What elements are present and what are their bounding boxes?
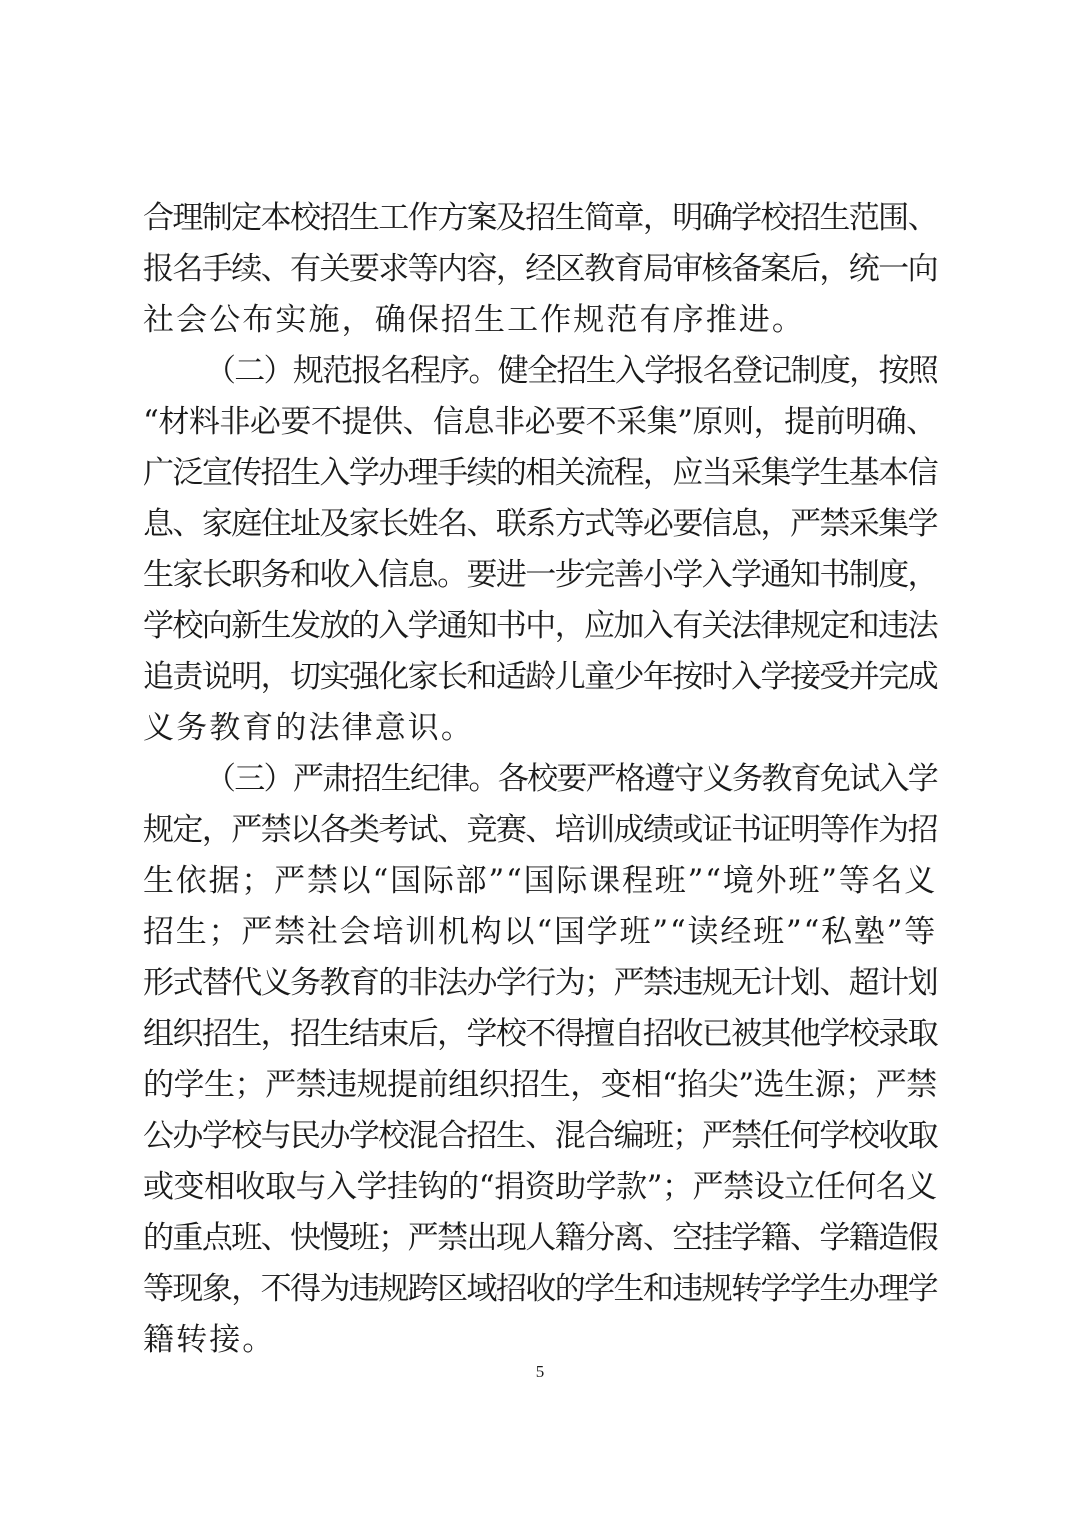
text-line-17: 组织招生，招生结束后，学校不得擅自招收已被其他学校录取 [143,1016,937,1052]
text-line-19: 公办学校与民办学校混合招生、混合编班；严禁任何学校收取 [143,1118,937,1154]
text-line-8: 生家长职务和收入信息。要进一步完善小学入学通知书制度， [143,557,937,593]
text-line-6: 广泛宣传招生入学办理手续的相关流程，应当采集学生基本信 [143,455,937,491]
text-line-5: “材料非必要不提供、信息非必要不采集”原则，提前明确、 [143,404,937,440]
text-line-18: 的学生；严禁违规提前组织招生，变相“掐尖”选生源；严禁 [143,1067,937,1103]
text-line-13: 规定，严禁以各类考试、竞赛、培训成绩或证书证明等作为招 [143,812,937,848]
text-line-2: 报名手续、有关要求等内容，经区教育局审核备案后，统一向 [143,251,937,287]
text-line-23: 籍转接。 [143,1322,276,1358]
section-two-heading-line: （二）规范报名程序。健全招生入学报名登记制度，按照 [205,353,937,389]
text-line-14: 生依据；严禁以“国际部”“国际课程班”“境外班”等名义 [143,863,938,899]
page-number: 5 [535,1362,545,1381]
text-line-15: 招生；严禁社会培训机构以“国学班”“读经班”“私塾”等 [143,914,938,950]
section-three-heading-line: （三）严肃招生纪律。各校要严格遵守义务教育免试入学 [205,761,937,797]
text-line-10: 追责说明，切实强化家长和适龄儿童少年按时入学接受并完成 [143,659,937,695]
text-line-3: 社会公布实施，确保招生工作规范有序推进。 [143,302,805,338]
text-line-21: 的重点班、快慢班；严禁出现人籍分离、空挂学籍、学籍造假 [143,1220,937,1256]
text-line-22: 等现象，不得为违规跨区域招收的学生和违规转学学生办理学 [143,1271,937,1307]
text-line-20: 或变相收取与入学挂钩的“捐资助学款”；严禁设立任何名义 [143,1169,937,1205]
text-line-11: 义务教育的法律意识。 [143,710,474,746]
text-line-16: 形式替代义务教育的非法办学行为；严禁违规无计划、超计划 [143,965,937,1001]
text-line-1: 合理制定本校招生工作方案及招生简章，明确学校招生范围、 [143,200,937,236]
text-line-7: 息、家庭住址及家长姓名、联系方式等必要信息，严禁采集学 [143,506,937,542]
text-line-9: 学校向新生发放的入学通知书中，应加入有关法律规定和违法 [143,608,937,644]
